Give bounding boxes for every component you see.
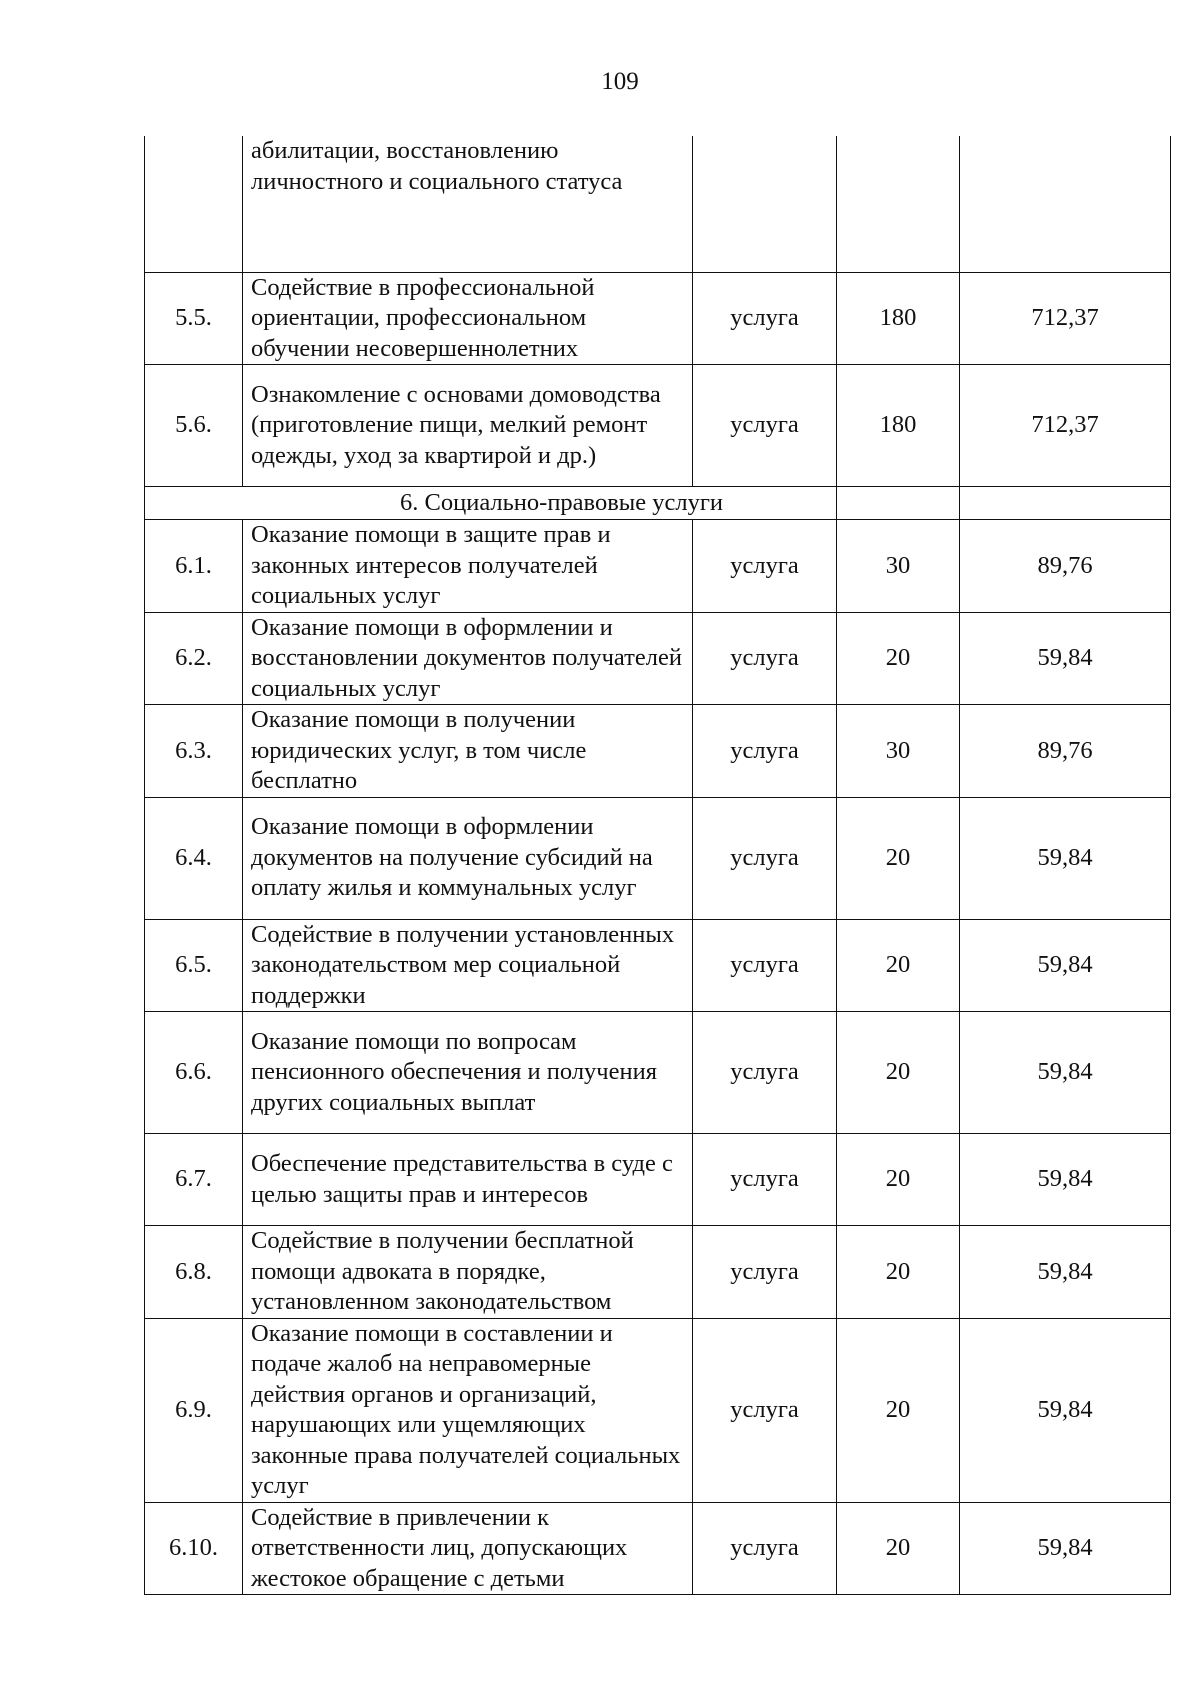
table-row	[145, 919, 1171, 1012]
table-row	[145, 797, 1171, 919]
cell-count-empty	[837, 487, 960, 520]
table-row	[145, 365, 1171, 487]
cell-price-empty	[960, 136, 1171, 272]
cell-service-name: Содействие в получении бесплатной помощи адвоката в порядке, установленном законодательством	[243, 1226, 693, 1319]
table-row	[145, 1134, 1171, 1226]
cell-count: 20	[837, 919, 960, 1012]
table-row-continuation	[145, 136, 1171, 272]
cell-number: 6.9.	[145, 1318, 243, 1502]
cell-count: 20	[837, 1502, 960, 1595]
cell-count: 20	[837, 612, 960, 705]
cell-unit: услуга	[693, 272, 837, 365]
cell-unit: услуга	[693, 1502, 837, 1595]
cell-price-empty	[960, 487, 1171, 520]
cell-number: 6.7.	[145, 1134, 243, 1226]
cell-price: 59,84	[960, 612, 1171, 705]
cell-price: 59,84	[960, 1502, 1171, 1595]
cell-service-name: Содействие в получении установленных законодательством мер социальной поддержки	[243, 919, 693, 1012]
cell-count-empty	[837, 136, 960, 272]
table-row	[145, 705, 1171, 798]
cell-service-name: Оказание помощи в получении юридических услуг, в том числе бесплатно	[243, 705, 693, 798]
services-table	[144, 136, 1171, 1595]
table-row	[145, 612, 1171, 705]
cell-price: 712,37	[960, 272, 1171, 365]
cell-unit: услуга	[693, 365, 837, 487]
cell-service-name: Оказание помощи в оформлении документов на получение субсидий на оплату жилья и коммунальных услуг	[243, 797, 693, 919]
cell-service-name: Содействие в привлечении к ответственности лиц, допускающих жестокое обращение с детьми	[243, 1502, 693, 1595]
cell-count: 180	[837, 272, 960, 365]
cell-unit: услуга	[693, 919, 837, 1012]
cell-number: 5.6.	[145, 365, 243, 487]
cell-service-name: абилитации, восстановлению личностного и социального статуса	[243, 136, 693, 272]
cell-service-name: Оказание помощи в составлении и подаче жалоб на неправомерные действия органов и организаций, нарушающих или ущемляющих законные права получателей социальных услуг	[243, 1318, 693, 1502]
cell-count: 20	[837, 1226, 960, 1319]
cell-price: 89,76	[960, 705, 1171, 798]
cell-price: 712,37	[960, 365, 1171, 487]
cell-number: 6.8.	[145, 1226, 243, 1319]
cell-count: 20	[837, 1134, 960, 1226]
cell-number: 5.5.	[145, 272, 243, 365]
cell-unit: услуга	[693, 1318, 837, 1502]
cell-unit: услуга	[693, 520, 837, 613]
cell-count: 30	[837, 520, 960, 613]
cell-number: 6.2.	[145, 612, 243, 705]
cell-number: 6.5.	[145, 919, 243, 1012]
cell-number: 6.6.	[145, 1012, 243, 1134]
table-row	[145, 520, 1171, 613]
section-title: 6. Социально-правовые услуги	[145, 487, 837, 520]
section-header-row	[145, 487, 1171, 520]
cell-service-name: Ознакомление с основами домоводства (приготовление пищи, мелкий ремонт одежды, уход за квартирой и др.)	[243, 365, 693, 487]
table-row	[145, 1012, 1171, 1134]
cell-number: 6.3.	[145, 705, 243, 798]
cell-service-name: Обеспечение представительства в суде с целью защиты прав и интересов	[243, 1134, 693, 1226]
cell-price: 59,84	[960, 919, 1171, 1012]
cell-service-name: Оказание помощи по вопросам пенсионного обеспечения и получения других социальных выплат	[243, 1012, 693, 1134]
cell-number: 6.4.	[145, 797, 243, 919]
cell-service-name: Содействие в профессиональной ориентации, профессиональном обучении несовершеннолетних	[243, 272, 693, 365]
cell-price: 59,84	[960, 1134, 1171, 1226]
table-row	[145, 1502, 1171, 1595]
cell-service-name: Оказание помощи в защите прав и законных интересов получателей социальных услуг	[243, 520, 693, 613]
cell-unit: услуга	[693, 1134, 837, 1226]
cell-price: 59,84	[960, 1012, 1171, 1134]
cell-unit-empty	[693, 136, 837, 272]
cell-count: 20	[837, 797, 960, 919]
page-number: 109	[601, 68, 639, 95]
cell-count: 30	[837, 705, 960, 798]
table-row	[145, 272, 1171, 365]
cell-unit: услуга	[693, 612, 837, 705]
cell-num-empty	[145, 136, 243, 272]
cell-unit: услуга	[693, 1012, 837, 1134]
cell-count: 20	[837, 1012, 960, 1134]
cell-price: 59,84	[960, 1318, 1171, 1502]
cell-count: 20	[837, 1318, 960, 1502]
table-row	[145, 1226, 1171, 1319]
cell-price: 89,76	[960, 520, 1171, 613]
cell-service-name: Оказание помощи в оформлении и восстановлении документов получателей социальных услуг	[243, 612, 693, 705]
cell-unit: услуга	[693, 1226, 837, 1319]
table-row	[145, 1318, 1171, 1502]
cell-number: 6.10.	[145, 1502, 243, 1595]
cell-count: 180	[837, 365, 960, 487]
cell-price: 59,84	[960, 797, 1171, 919]
cell-unit: услуга	[693, 797, 837, 919]
cell-price: 59,84	[960, 1226, 1171, 1319]
cell-number: 6.1.	[145, 520, 243, 613]
cell-unit: услуга	[693, 705, 837, 798]
